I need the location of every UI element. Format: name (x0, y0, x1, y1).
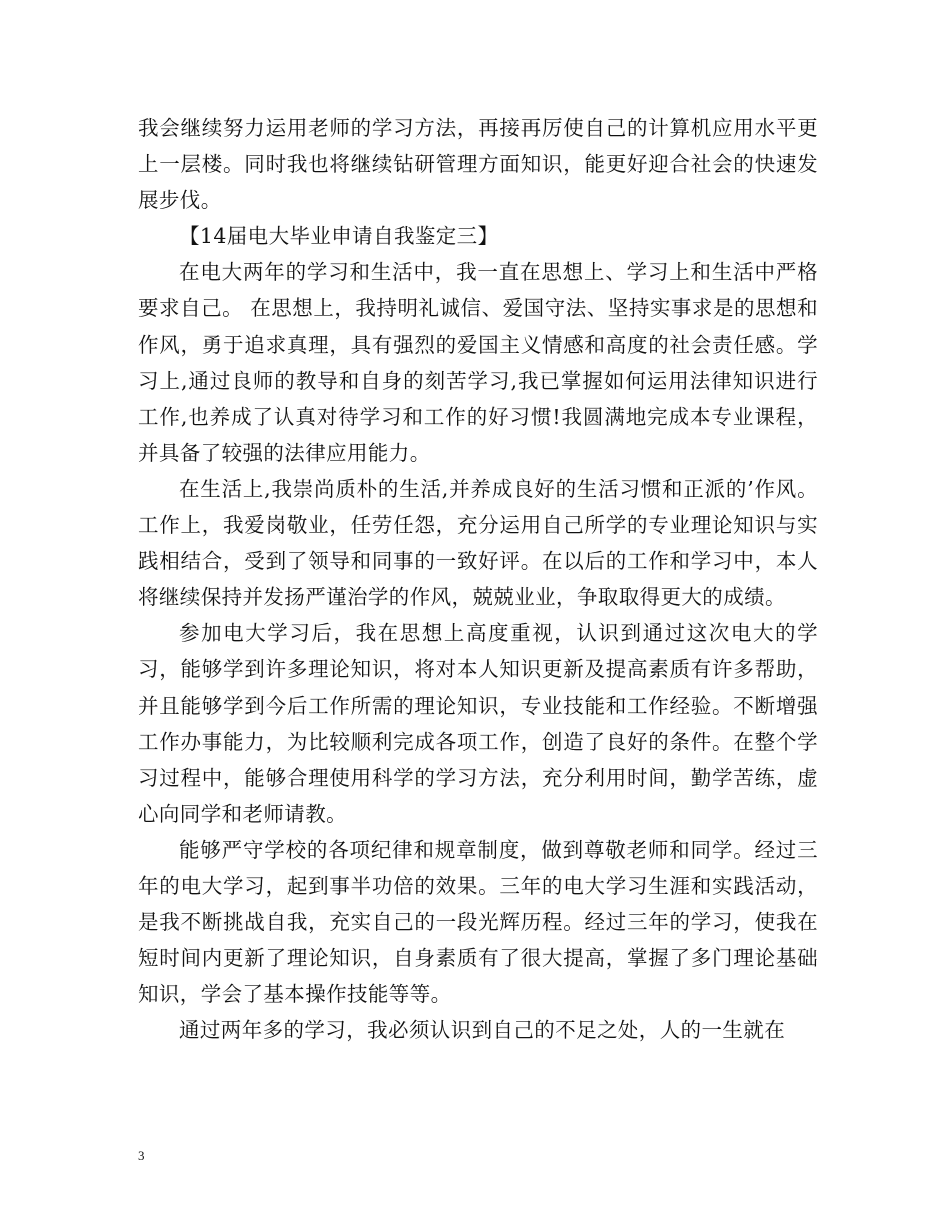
paragraph-thoughts-study: 在电大两年的学习和生活中，我一直在思想上、学习上和生活中严格要求自己。 在思想上，我持明礼诚信、爱国守法、坚持实事求是的思想和作风，勇于追求真理，具有强烈的爱国主义情感和高度的社会责任感。学习上,通过良师的教导和自身的刻苦学习,我已掌握如何运用法律知识进行工作,也养成了认真对待学习和工作的好习惯!我圆满地完成本专业课程，并具备了较强的法律应用能力。 (138, 260, 818, 465)
paragraph-shortcomings: 通过两年多的学习，我必须认识到自己的不足之处，人的一生就在 (179, 1018, 786, 1043)
paragraph-discipline: 能够严守学校的各项纪律和规章制度，做到尊敬老师和同学。经过三年的电大学习，起到事半功倍的效果。三年的电大学习生涯和实践活动，是我不断挑战自我，充实自己的一段光辉历程。经过三年的学习，使我在短时间内更新了理论知识，自身素质有了很大提高，掌握了多门理论基础知识，学会了基本操作技能等等。 (138, 837, 818, 1007)
page-number: 3 (138, 1148, 145, 1163)
paragraph-life-work: 在生活上,我崇尚质朴的生活,并养成良好的生活习惯和正派的’作风。工作上，我爱岗敬业，任劳任怨，充分运用自己所学的专业理论知识与实践相结合，受到了领导和同事的一致好评。在以后的工作和学习中，本人将继续保持并发扬严谨治学的作风，兢兢业业，争取取得更大的成绩。 (138, 476, 818, 610)
paragraph-after-joining: 参加电大学习后，我在思想上高度重视，认识到通过这次电大的学习，能够学到许多理论知识，将对本人知识更新及提高素质有许多帮助，并且能够学到今后工作所需的理论知识，专业技能和工作经验。不断增强工作办事能力，为比较顺利完成各项工作，创造了良好的条件。在整个学习过程中，能够合理使用科学的学习方法，充分利用时间，勤学苦练，虚心向同学和老师请教。 (138, 621, 818, 826)
paragraph-continuation: 我会继续努力运用老师的学习方法，再接再厉使自己的计算机应用水平更上一层楼。同时我也将继续钻研管理方面知识，能更好迎合社会的快速发展步伐。 (138, 116, 818, 213)
section-heading: 【14届电大毕业申请自我鉴定三】 (179, 224, 499, 249)
document-body (138, 110, 818, 1048)
